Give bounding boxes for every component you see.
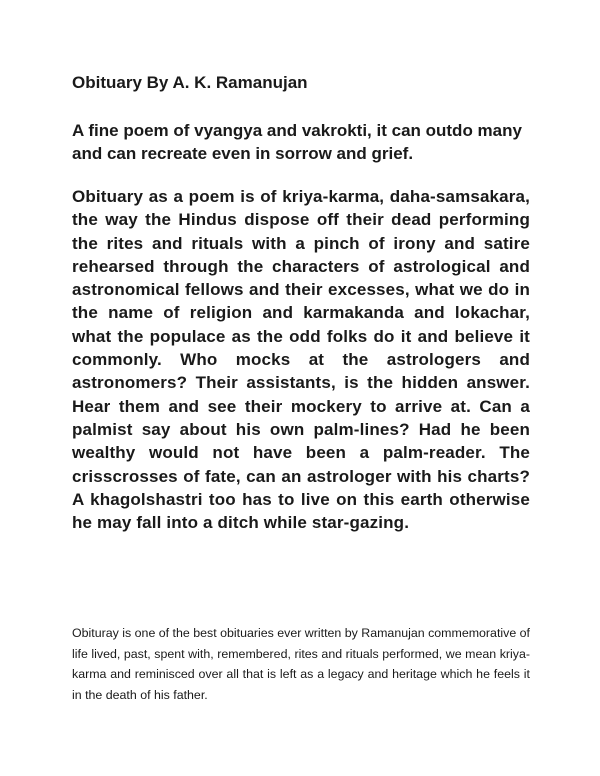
main-paragraph: Obituary as a poem is of kriya-karma, daha-samsakara, the way the Hindus dispose off their dead performing the rites and rituals with a pinch of irony and satire rehearsed through the characters of astrological and astronomical fellows and their excesses, what we do in the name of religion and karmakanda and lokachar, what the populace as the odd folks do it and believe it commonly. Who mocks at the astrologers and astronomers? Their assistants, is the hidden answer. Hear them and see their mockery to arrive at. Can a palmist say about his own palm-lines? Had he been wealthy would not have been a palm-reader. The crisscrosses of fate, can an astrologer with his charts? A khagolshastri too has to live on this earth otherwise he may fall into a ditch while star-gazing. xyxy=(72,187,530,533)
closing-paragraph: Obituray is one of the best obituaries ever written by Ramanujan commemorative of life lived, past, spent with, remembered, rites and rituals performed, we mean kriya-karma and reminisced over all that is left as a legacy and heritage which he feels it in the death of his father. xyxy=(72,626,530,702)
document-title: Obituary By A. K. Ramanujan xyxy=(72,73,308,92)
document-subtitle: A fine poem of vyangya and vakrokti, it can outdo many and can recreate even in sorrow and grief. xyxy=(72,121,522,163)
